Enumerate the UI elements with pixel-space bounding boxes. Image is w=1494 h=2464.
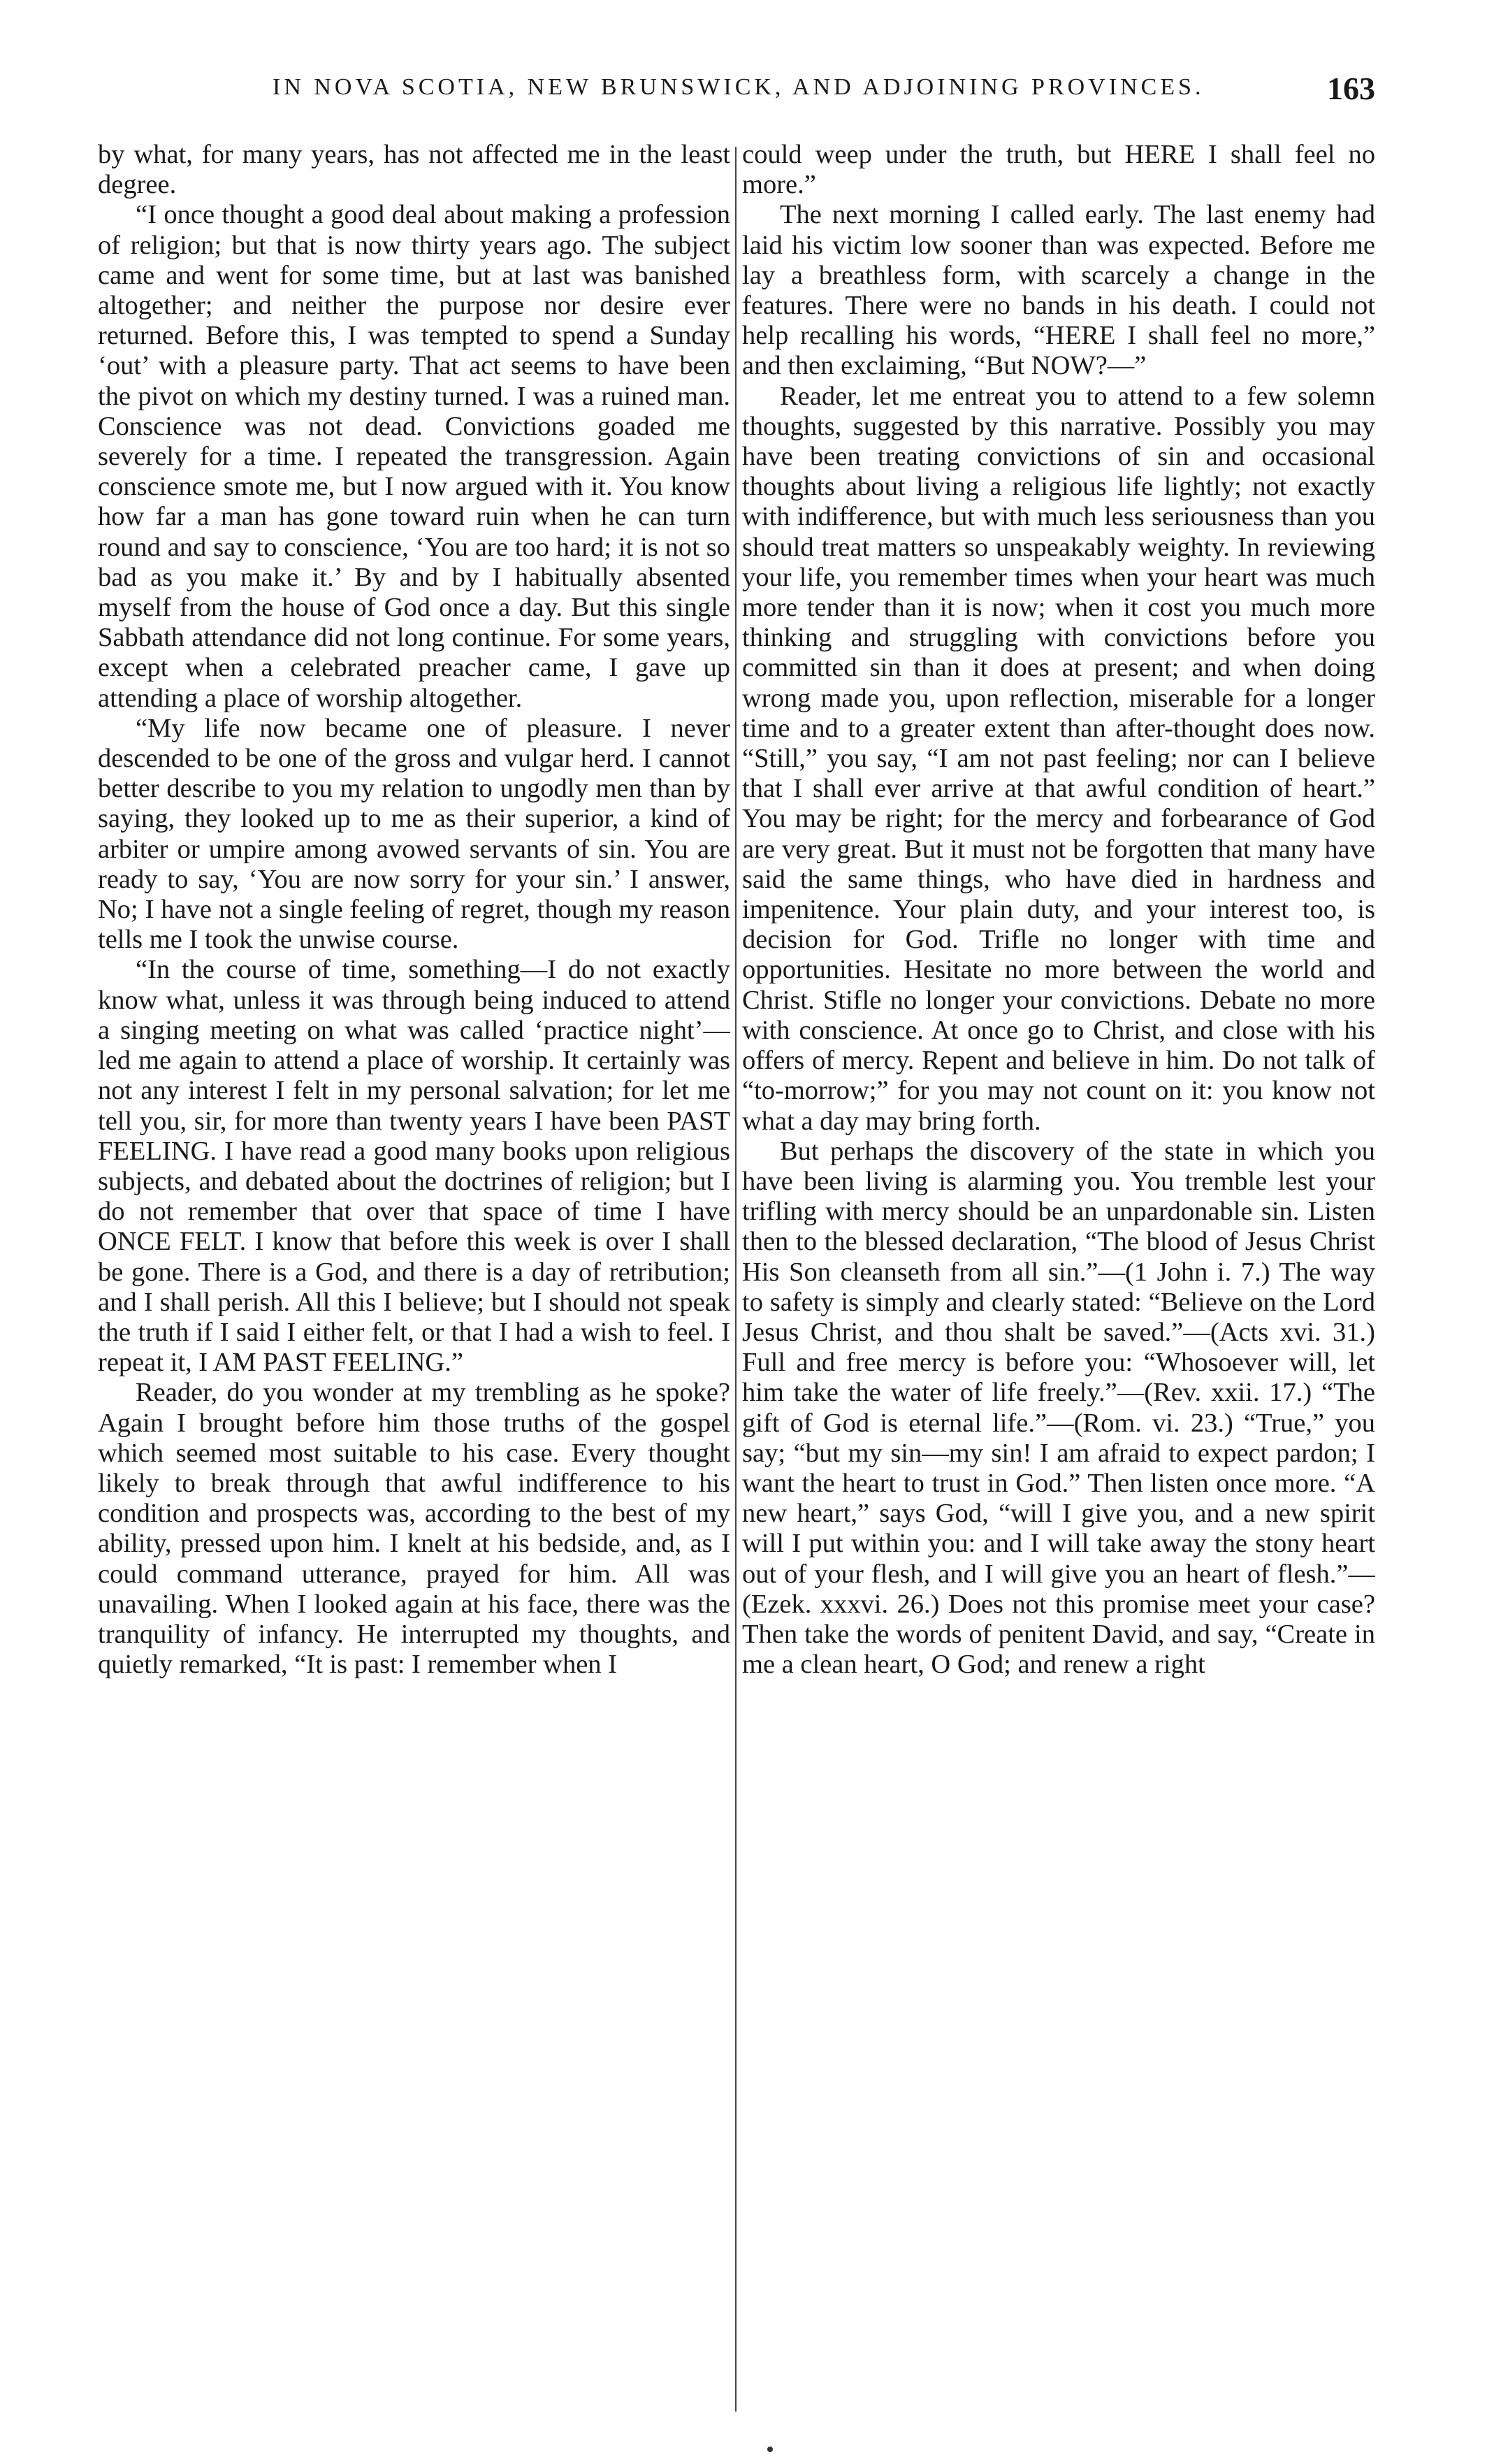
paragraph: “I once thought a good deal about making a profession of religion; but that is now thirty years ago. The subject came and went for some time, but at last was banished altogether; and neither the purpose nor desire ever returned. Before this, I was tempted to spend a Sunday ‘out’ with a pleasure party. That act seems to have been the pivot on which my destiny turned. I was a ruined man. Conscience was not dead. Convictions goaded me severely for a time. I repeated the transgression. Again conscience smote me, but I now argued with it. You know how far a man has gone toward ruin when he can turn round and say to conscience, ‘You are too hard; it is not so bad as you make it.’ By and by I habitually absented myself from the house of God once a day. But this single Sabbath attendance did not long continue. For some years, except when a celebrated preacher came, I gave up attending a place of worship altogether. [98, 200, 730, 713]
paragraph: Reader, do you wonder at my trembling as he spoke? Again I brought before him those truths of the gospel which seemed most suitable to his case. Every thought likely to break through that awful indifference to his condition and prospects was, according to the best of my ability, pressed upon him. I knelt at his bedside, and, as I could command utterance, prayed for him. All was unavailing. When I looked again at his face, there was the tranquility of infancy. He interrupted my thoughts, and quietly remarked, “It is past: I remember when I [98, 1378, 730, 1680]
paragraph: could weep under the truth, but HERE I shall feel no more.” [742, 140, 1375, 200]
right-column [742, 140, 1375, 2419]
paragraph: by what, for many years, has not affected me in the least degree. [98, 140, 730, 200]
page-header [98, 70, 1375, 112]
paragraph: Reader, let me entreat you to attend to a few solemn thoughts, suggested by this narrative. Possibly you may have been treating convictions of sin and occasional thoughts about living a religious life lightly; not exactly with indifference, but with much less seriousness than you should treat matters so unspeakably weighty. In reviewing your life, you remember times when your heart was much more tender than it is now; when it cost you much more thinking and struggling with convictions before you committed sin than it does at present; and when doing wrong made you, upon reflection, miserable for a longer time and to a greater extent than after-thought does now. “Still,” you say, “I am not past feeling; nor can I believe that I shall ever arrive at that awful condition of heart.” You may be right; for the mercy and forbearance of God are very great. But it must not be forgotten that many have said the same things, who have died in hardness and impenitence. Your plain duty, and your interest too, is decision for God. Trifle no longer with time and opportunities. Hesitate no more between the world and Christ. Stifle no longer your convictions. Debate no more with conscience. At once go to Christ, and close with his offers of mercy. Repent and believe in him. Do not talk of “to-morrow;” for you may not count on it: you know not what a day may bring forth. [742, 381, 1375, 1136]
paragraph: But perhaps the discovery of the state in which you have been living is alarming you. You tremble lest your trifling with mercy should be an unpardonable sin. Listen then to the blessed declaration, “The blood of Jesus Christ His Son cleanseth from all sin.”—(1 John i. 7.) The way to safety is simply and clearly stated: “Believe on the Lord Jesus Christ, and thou shalt be saved.”—(Acts xvi. 31.) Full and free mercy is before you: “Whosoever will, let him take the water of life freely.”—(Rev. xxii. 17.) “The gift of God is eternal life.”—(Rom. vi. 23.) “True,” you say; “but my sin—my sin! I am afraid to expect pardon; I want the heart to trust in God.” Then listen once more. “A new heart,” says God, “will I give you, and a new spirit will I put within you: and I will take away the stony heart out of your flesh, and I will give you an heart of flesh.”—(Ezek. xxxvi. 26.) Does not this promise meet your case? Then take the words of penitent David, and say, “Create in me a clean heart, O God; and renew a right [742, 1136, 1375, 1680]
print-mark [767, 2447, 773, 2452]
left-column [98, 140, 730, 2419]
paragraph: “My life now became one of pleasure. I never descended to be one of the gross and vulgar herd. I cannot better describe to you my relation to ungodly men than by saying, they looked up to me as their superior, a kind of arbiter or umpire among avowed servants of sin. You are ready to say, ‘You are now sorry for your sin.’ I answer, No; I have not a single feeling of regret, though my reason tells me I took the unwise course. [98, 713, 730, 955]
page-number: 163 [1327, 71, 1375, 106]
paragraph: “In the course of time, something—I do not exactly know what, unless it was through being induced to attend a singing meeting on what was called ‘practice night’—led me again to attend a place of worship. It certainly was not any interest I felt in my personal salvation; for let me tell you, sir, for more than twenty years I have been PAST FEELING. I have read a good many books upon religious subjects, and debated about the doctrines of religion; but I do not remember that over that space of time I have ONCE FELT. I know that before this week is over I shall be gone. There is a God, and there is a day of retribution; and I shall perish. All this I believe; but I should not speak the truth if I said I either felt, or that I had a wish to feel. I repeat it, I AM PAST FEELING.” [98, 955, 730, 1378]
paragraph: The next morning I called early. The last enemy had laid his victim low sooner than was expected. Before me lay a breathless form, with scarcely a change in the features. There were no bands in his death. I could not help recalling his words, “HERE I shall feel no more,” and then exclaiming, “But NOW?—” [742, 200, 1375, 381]
running-head: IN NOVA SCOTIA, NEW BRUNSWICK, AND ADJOINING PROVINCES. [273, 74, 1205, 100]
column-divider [735, 147, 737, 2412]
